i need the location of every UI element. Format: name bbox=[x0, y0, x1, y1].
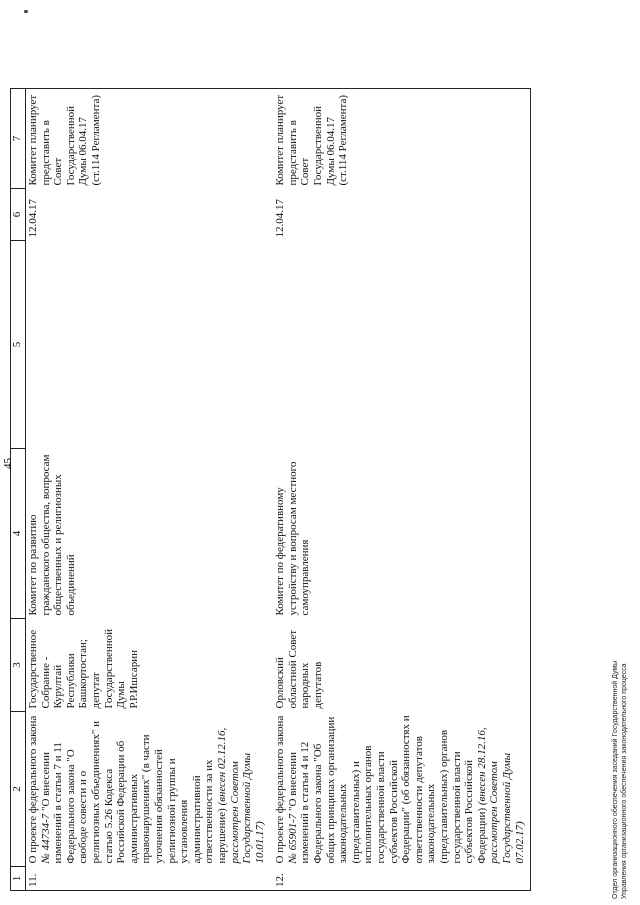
bill-title: О проекте федерального закона bbox=[27, 715, 39, 864]
column-5-cell bbox=[272, 241, 530, 449]
bill-description bbox=[272, 712, 530, 867]
bill-number: № 44734-7 bbox=[39, 813, 52, 864]
column-header: 5 bbox=[11, 241, 26, 449]
table-row bbox=[26, 89, 273, 891]
responsible-committee: Комитет по развитию гражданского общества, вопросам общественных и религиозных объединений bbox=[27, 454, 77, 616]
column-5-cell bbox=[26, 241, 273, 449]
header-row bbox=[11, 89, 26, 891]
bill-note: (внесен 28.12.16, рассмотрен Советом Государственной Думы 07.02.17) bbox=[475, 727, 526, 864]
scan-smudge bbox=[24, 10, 28, 13]
column-header: 6 bbox=[11, 189, 26, 241]
footer-line: Управления организационного обеспечения законодательного процесса bbox=[620, 663, 628, 899]
bill-note: (внесен 02.12.16, рассмотрен Советом Государственной Думы 10.01.17) bbox=[215, 727, 266, 864]
row-number: 12. bbox=[272, 867, 530, 891]
footer-line: Отдел организационного обеспечения заседаний Государственной Думы bbox=[612, 660, 619, 899]
status-cell: Комитет планирует представить в Совет Государственной Думы 06.04.17 (ст.114 Регламента) bbox=[26, 89, 273, 189]
column-header: 2 bbox=[11, 712, 26, 867]
table-row bbox=[272, 89, 530, 891]
responsible-committee: Комитет по федеративному устройству и вопросам местного самоуправления bbox=[272, 449, 530, 619]
date-cell: 12.04.17 bbox=[272, 189, 530, 241]
status-cell: Комитет планирует представить в Совет Государственной Думы 06.04.17 (ст.114 Регламента) bbox=[272, 89, 530, 189]
initiator: Орловский областной Совет народных депутатов bbox=[272, 619, 530, 712]
bills-table bbox=[10, 88, 531, 891]
column-header: 3 bbox=[11, 619, 26, 712]
bill-title-rest: "О внесении изменений в статьи 7 и 11 Федерального закона "О свободе совести и о религиозных объединениях" и статью 5.26 Кодекса Российской Федерации об административных правонарушениях" (в части уточнения обязанностей религиозной группы и установления административной ответственности за их нарушение) bbox=[39, 721, 228, 864]
footer bbox=[612, 661, 629, 899]
date-cell: 12.04.17 bbox=[27, 199, 39, 238]
column-header: 7 bbox=[11, 89, 26, 189]
initiator: Государственное Собрание - Курултай Республики Башкортостан; депутат Государственной Думы Р.Р.Ишсарин bbox=[27, 628, 140, 709]
bill-description bbox=[26, 712, 273, 867]
column-header: 4 bbox=[11, 449, 26, 619]
bill-title-rest: "О внесении изменений в статьи 4 и 12 Федерального закона "Об общих принципах организации законодательных (представительных) и исполнительных органов государственной власти субъектов Российской Федерации" (об обязанностях и ответственности депутатов законодательных (представительных) органов государственной власти субъектов Российской Федерации) bbox=[286, 715, 488, 864]
bill-title: О проекте федерального закона bbox=[274, 715, 287, 864]
row-number: 11. bbox=[26, 867, 273, 891]
column-header: 1 bbox=[11, 867, 26, 891]
bill-number: № 65901-7 bbox=[286, 813, 299, 864]
page-number: 45 bbox=[2, 458, 14, 469]
